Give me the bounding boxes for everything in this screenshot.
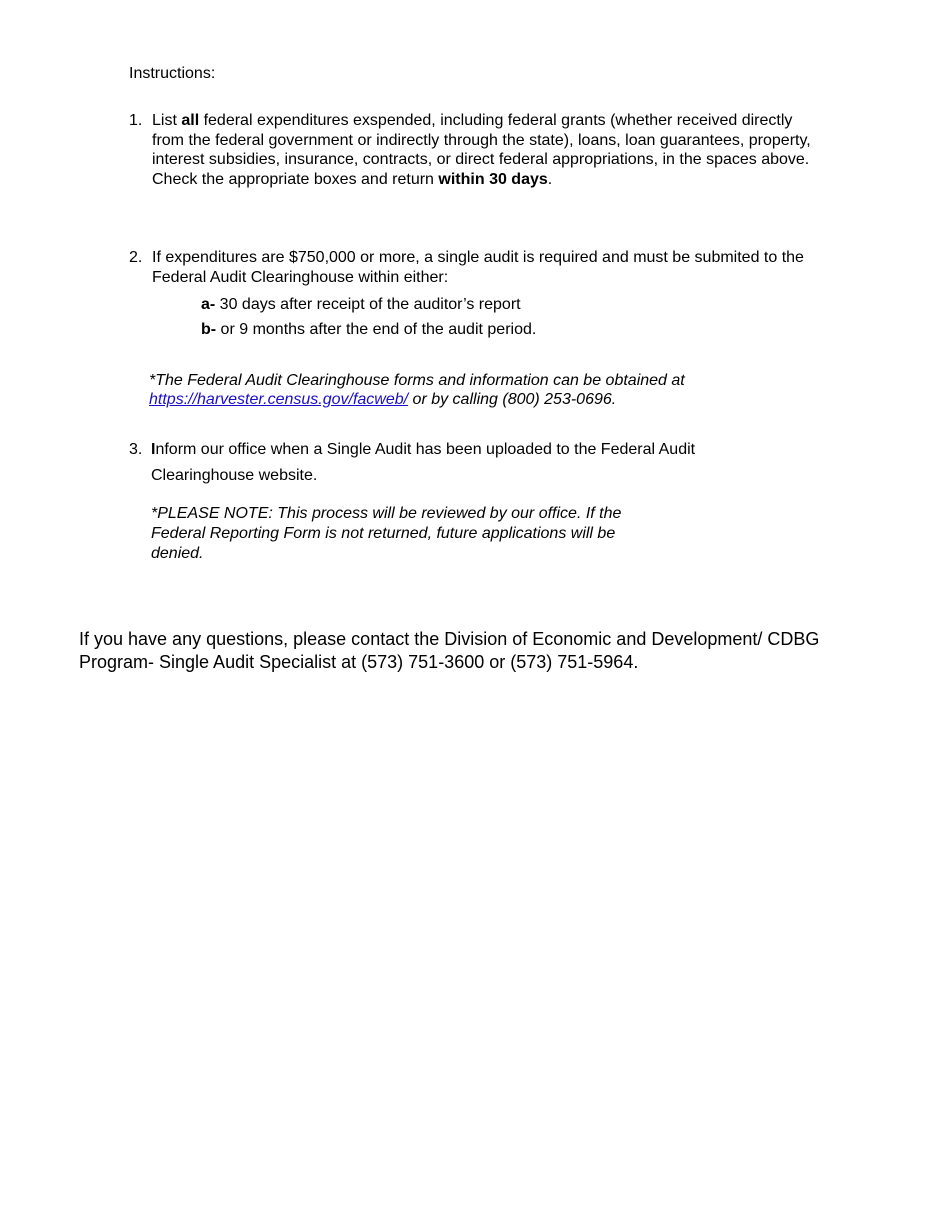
option-a — [201, 295, 521, 315]
item-3-bold-initial: I — [151, 441, 156, 458]
option-label: a- — [201, 296, 216, 313]
option-text: or 9 months after the end of the audit period. — [216, 321, 537, 338]
option-label: b- — [201, 321, 217, 338]
option-b — [201, 320, 536, 340]
option-text: 30 days after receipt of the auditor’s report — [215, 296, 521, 313]
fac-note — [149, 371, 789, 409]
item-3-text-rest: nform our office when a Single Audit has been uploaded to the Federal Audit Clearinghouse website. — [151, 441, 696, 484]
fac-link[interactable]: https://harvester.census.gov/facweb/ — [149, 391, 409, 408]
item-number: 3. — [129, 441, 143, 458]
contact-paragraph: If you have any questions, please contact the Division of Economic and Development/ CDBG Program- Single Audit Specialist at (573) 751-3600 or (573) 751-5964. — [79, 629, 820, 672]
fac-note-text: *The Federal Audit Clearinghouse forms and information can be obtained at — [149, 372, 685, 389]
item-1-text-part: federal expenditures exspended, including federal grants (whether received directly from the federal government or indirectly through the state), loans, loan guarantees, property, interest subsidies, insurance, contracts, or direct federal appropriations, in the spaces above. Check the appropriate boxes and return — [152, 112, 811, 188]
item-number: 2. — [129, 249, 143, 266]
item-1-bold-deadline: within 30 days — [438, 170, 548, 188]
item-number: 1. — [129, 112, 143, 129]
fac-note-phone: or by calling (800) 253-0696. — [408, 391, 617, 408]
item-1-text-part: . — [547, 170, 553, 188]
item-2-text: If expenditures are $750,000 or more, a single audit is required and must be submited to the Federal Audit Clearinghouse within either: — [152, 249, 804, 286]
instructions-heading: Instructions: — [129, 65, 216, 82]
item-1-text — [152, 111, 817, 189]
item-1-bold-all: all — [181, 112, 200, 129]
item-3-text — [151, 437, 751, 489]
item-1-text-part: List — [152, 112, 182, 129]
please-note: *PLEASE NOTE: This process will be reviewed by our office. If the Federal Reporting Form is not returned, future applications will be denied. — [151, 505, 622, 562]
